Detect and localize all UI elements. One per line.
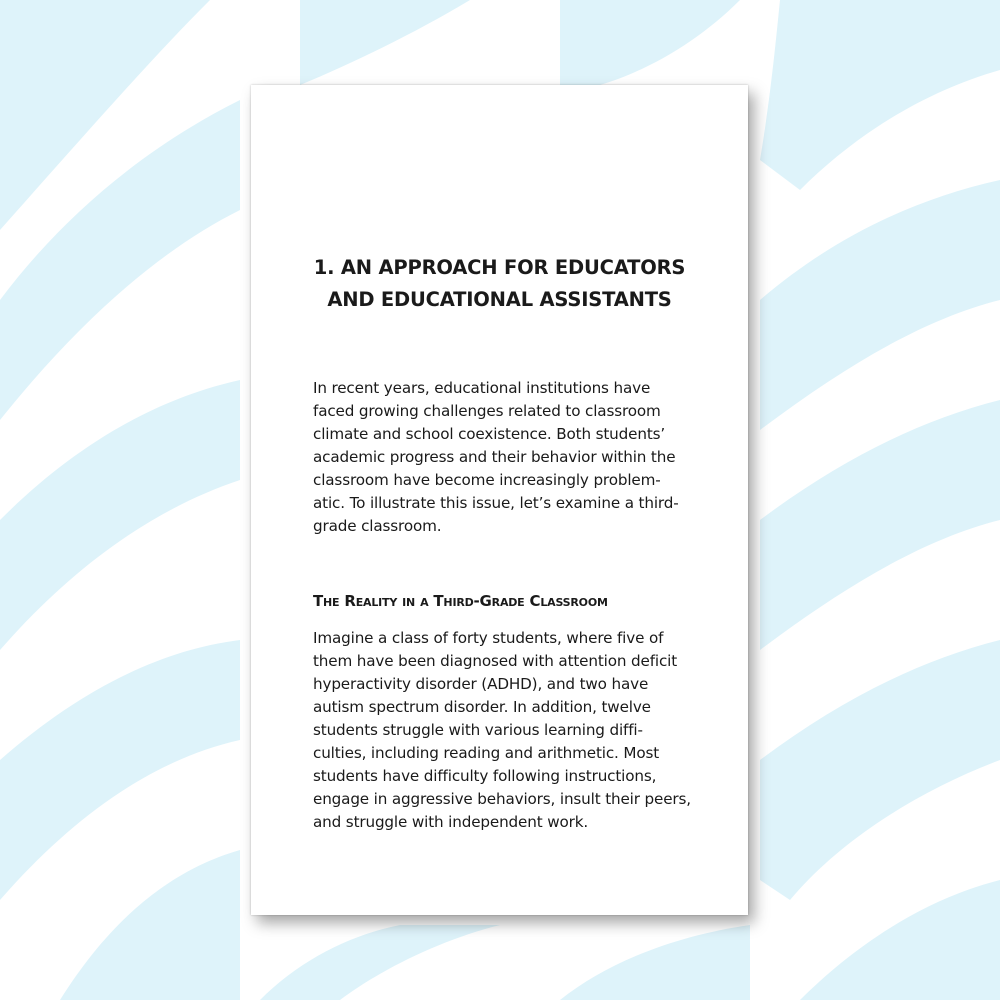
- text-line: them have been diagnosed with attention deficit: [313, 652, 678, 670]
- text-line: atic. To illustrate this issue, let’s examine a third-: [313, 494, 679, 512]
- text-line: autism spectrum disorder. In addition, twelve: [313, 698, 651, 716]
- text-line: and struggle with independent work.: [313, 813, 589, 831]
- text-line: engage in aggressive behaviors, insult their peers,: [313, 790, 691, 808]
- text-line: In recent years, educational institutions have: [313, 379, 651, 397]
- section-paragraph: [313, 627, 693, 834]
- text-line: academic progress and their behavior within the: [313, 448, 676, 466]
- text-line: culties, including reading and arithmetic. Most: [313, 744, 660, 762]
- text-line: grade classroom.: [313, 517, 442, 535]
- text-line: Imagine a class of forty students, where five of: [313, 629, 664, 647]
- text-line: students have difficulty following instructions,: [313, 767, 657, 785]
- section-heading: The Reality in a Third-Grade Classroom: [313, 592, 608, 610]
- chapter-title: [251, 252, 748, 316]
- text-line: faced growing challenges related to classroom: [313, 402, 661, 420]
- chapter-title-line: AND EDUCATIONAL ASSISTANTS: [327, 288, 672, 311]
- text-line: classroom have become increasingly problem-: [313, 471, 661, 489]
- text-line: climate and school coexistence. Both students’: [313, 425, 666, 443]
- chapter-title-line: 1. AN APPROACH FOR EDUCATORS: [313, 256, 686, 279]
- text-line: students struggle with various learning diffi-: [313, 721, 643, 739]
- book-page: [251, 85, 748, 915]
- intro-paragraph: [313, 377, 693, 538]
- text-line: hyperactivity disorder (ADHD), and two have: [313, 675, 649, 693]
